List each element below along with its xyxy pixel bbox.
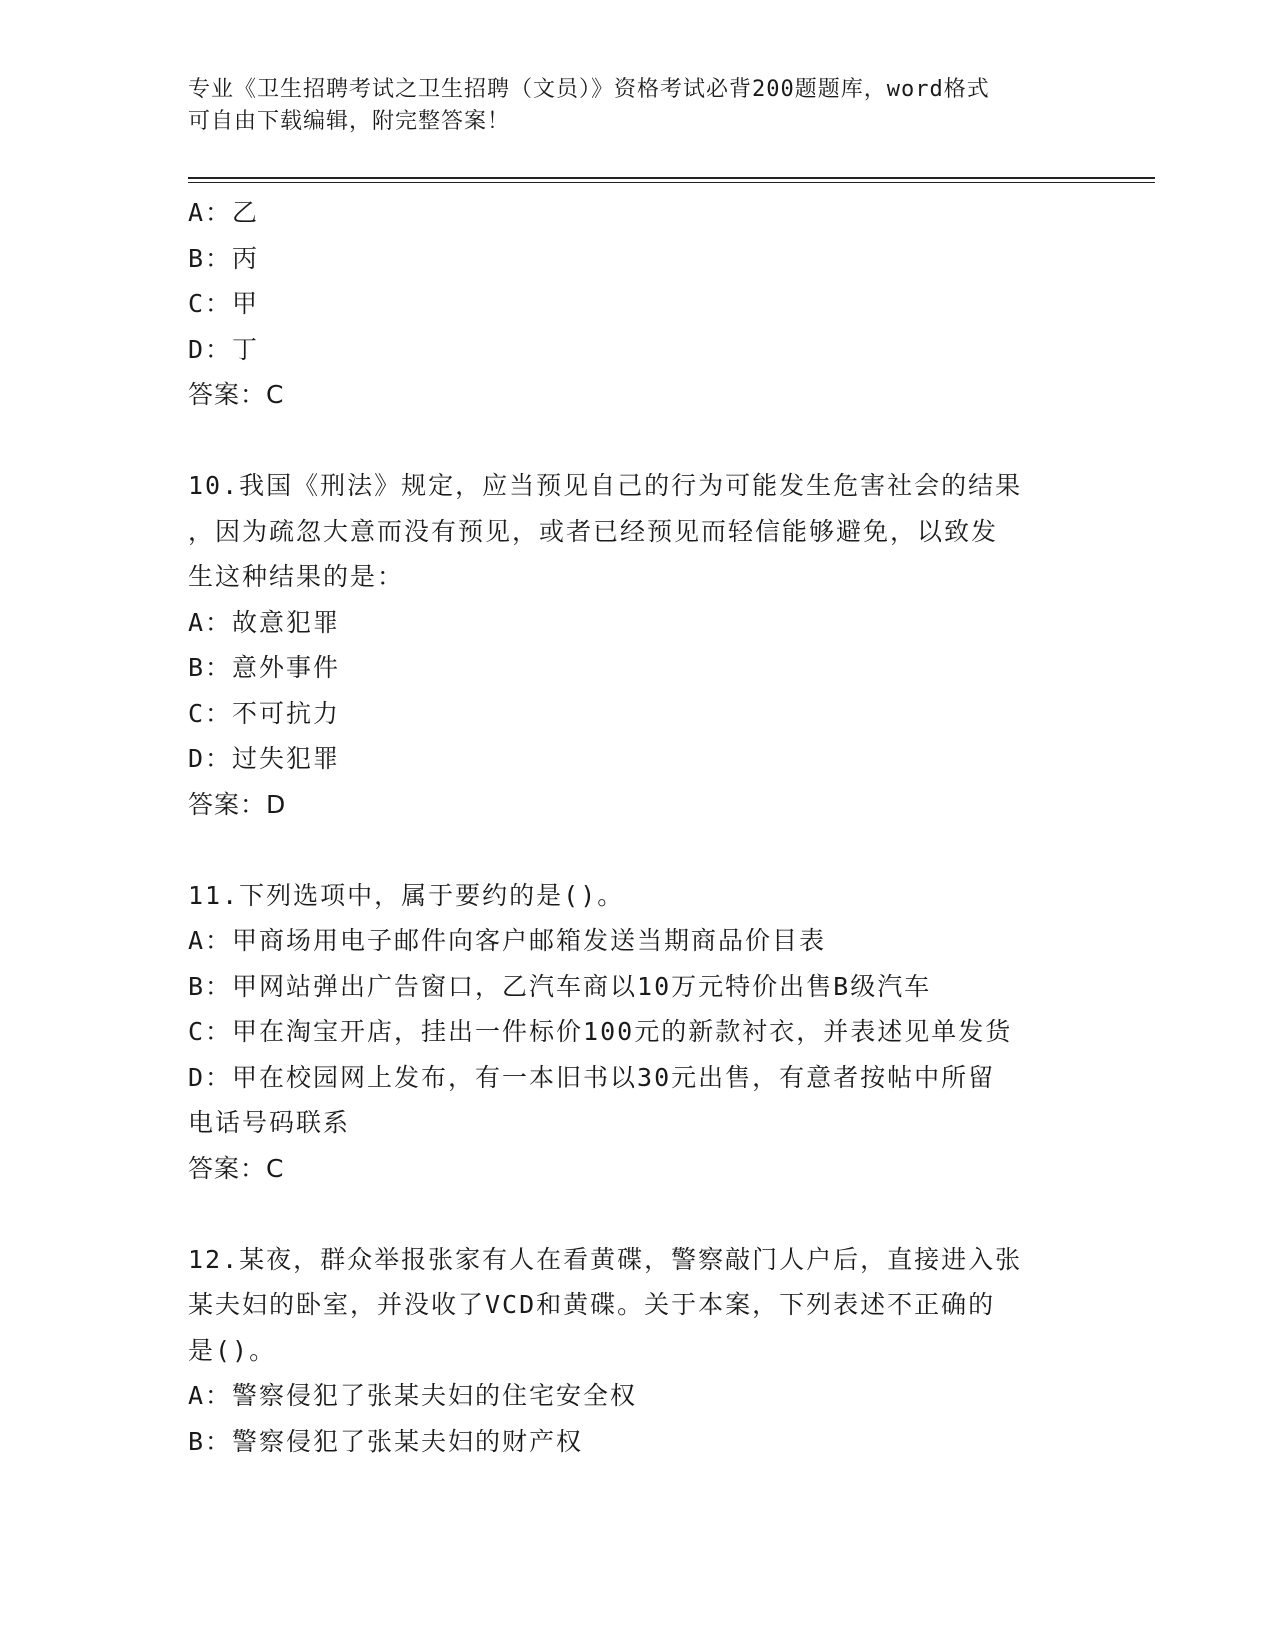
- option-a: A：甲商场用电子邮件向客户邮箱发送当期商品价目表: [188, 926, 827, 955]
- option-d-continued: 电话号码联系: [188, 1108, 351, 1137]
- option-b: B：丙: [188, 243, 260, 273]
- header-divider: [188, 177, 1155, 179]
- header-divider-thin: [188, 182, 1155, 183]
- option-b: B：警察侵犯了张某夫妇的财产权: [188, 1426, 584, 1456]
- option-d: D：丁: [188, 334, 260, 364]
- spacer: [188, 1191, 1088, 1237]
- question-stem: 12.某夜，群众举报张家有人在看黄碟，警察敲门人户后，直接进入张: [188, 1244, 1023, 1274]
- page-header: [188, 74, 1068, 138]
- option-b: B：意外事件: [188, 653, 341, 682]
- header-line-1: 专业《卫生招聘考试之卫生招聘（文员）》资格考试必背200题题库，word格式: [188, 77, 990, 102]
- option-c: C：甲: [188, 289, 260, 318]
- answer: 答案：C: [188, 1153, 285, 1183]
- answer: 答案：C: [188, 380, 285, 409]
- question-9: [188, 190, 1088, 418]
- question-12: [188, 1237, 1088, 1465]
- answer: 答案：D: [188, 789, 287, 819]
- option-c: C：甲在淘宝开店，挂出一件标价100元的新款衬衣，并表述见单发货: [188, 1017, 1013, 1046]
- option-b: B：甲网站弹出广告窗口，乙汽车商以10万元特价出售B级汽车: [188, 971, 932, 1001]
- question-stem: 生这种结果的是：: [188, 562, 405, 591]
- option-a: A：警察侵犯了张某夫妇的住宅安全权: [188, 1381, 638, 1410]
- question-stem: 10.我国《刑法》规定，应当预见自己的行为可能发生危害社会的结果: [188, 471, 1023, 500]
- question-stem: 是()。: [188, 1335, 277, 1365]
- question-stem: 11.下列选项中，属于要约的是()。: [188, 880, 625, 910]
- question-stem: 某夫妇的卧室，并没收了VCD和黄碟。关于本案，下列表述不正确的: [188, 1290, 996, 1319]
- question-11: [188, 873, 1088, 1192]
- option-d: D：过失犯罪: [188, 744, 341, 773]
- option-d: D：甲在校园网上发布，有一本旧书以30元出售，有意者按帖中所留: [188, 1062, 996, 1092]
- spacer: [188, 418, 1088, 464]
- header-line-2: 可自由下载编辑，附完整答案！: [188, 109, 511, 134]
- option-a: A：故意犯罪: [188, 607, 341, 637]
- document-body: [188, 190, 1088, 1464]
- option-a: A：乙: [188, 198, 260, 227]
- question-stem: ，因为疏忽大意而没有预见，或者已经预见而轻信能够避免，以致发: [188, 516, 999, 546]
- option-c: C：不可抗力: [188, 698, 341, 728]
- question-10: [188, 463, 1088, 827]
- spacer: [188, 827, 1088, 873]
